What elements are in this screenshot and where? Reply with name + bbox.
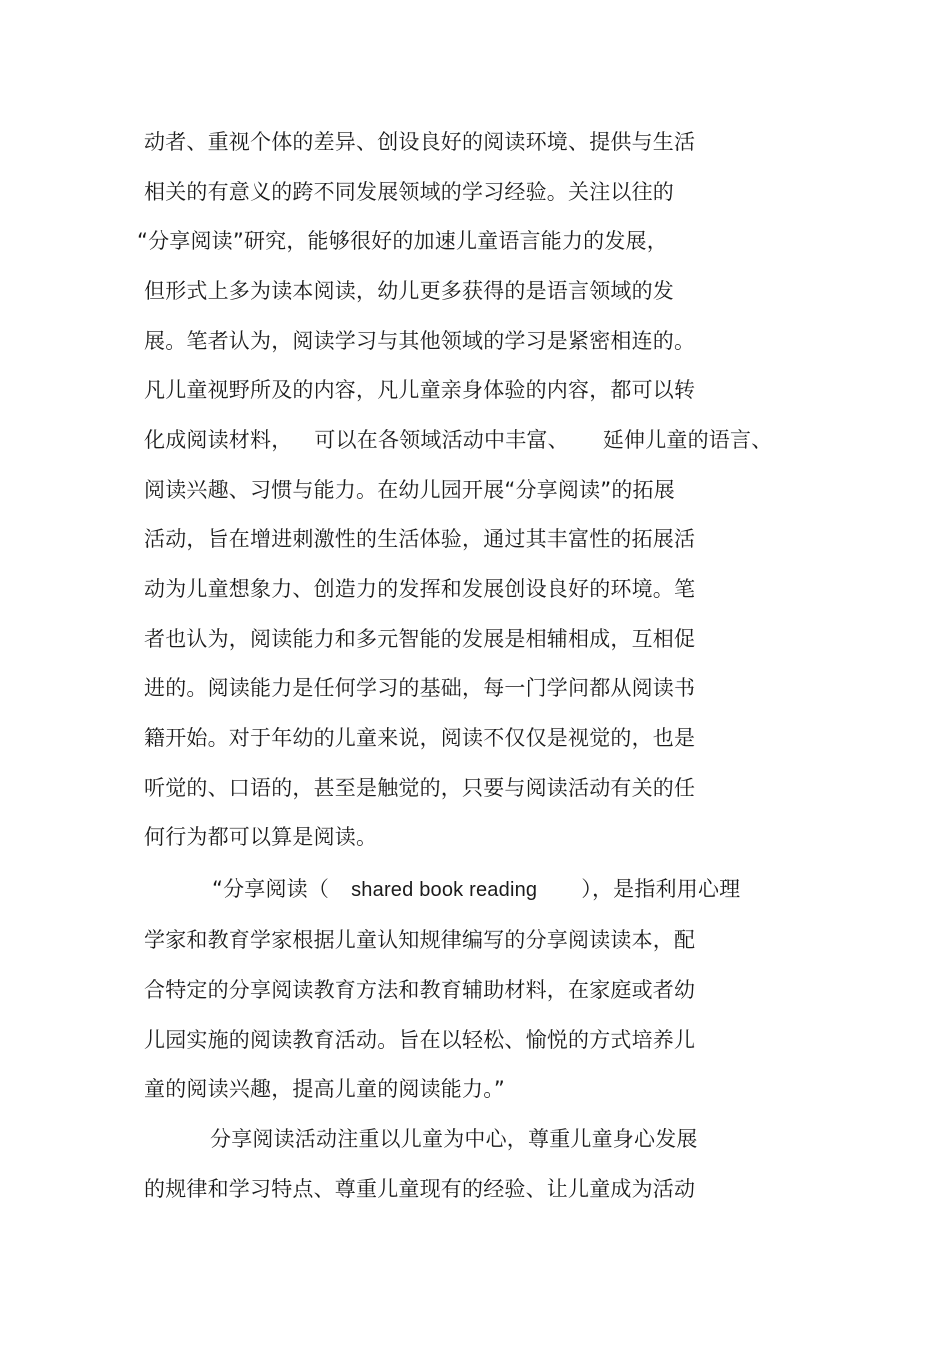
para3-line-1: 分享阅读活动注重以儿童为中心，尊重儿童身心发展 xyxy=(210,1127,698,1151)
text-line-7-part3: 延伸儿童的语言、 xyxy=(602,428,773,452)
text-line-6: 凡儿童视野所及的内容，凡儿童亲身体验的内容，都可以转 xyxy=(144,378,696,402)
para3-line-2: 的规律和学习特点、尊重儿童现有的经验、让儿童成为活动 xyxy=(144,1177,696,1201)
quote-line-2: 学家和教育学家根据儿童认知规律编写的分享阅读读本，配 xyxy=(144,928,696,952)
text-line-13: 籍开始。对于年幼的儿童来说，阅读不仅仅是视觉的，也是 xyxy=(144,726,696,750)
text-line-14: 听觉的、口语的，甚至是触觉的，只要与阅读活动有关的任 xyxy=(144,776,696,800)
quote-first-line xyxy=(212,874,740,904)
quote-english-term: shared book reading xyxy=(351,879,538,901)
text-line-7-part1: 化成阅读材料， xyxy=(144,428,293,452)
text-line-12: 进的。阅读能力是任何学习的基础，每一门学问都从阅读书 xyxy=(144,676,696,700)
quote-open: “分享阅读（ xyxy=(212,877,330,901)
text-line-5: 展。笔者认为，阅读学习与其他领域的学习是紧密相连的。 xyxy=(144,329,696,353)
text-line-2: 相关的有意义的跨不同发展领域的学习经验。关注以往的 xyxy=(144,180,674,204)
quote-line-3: 合特定的分享阅读教育方法和教育辅助材料，在家庭或者幼 xyxy=(144,978,696,1002)
text-line-4: 但形式上多为读本阅读，幼儿更多获得的是语言领域的发 xyxy=(144,279,674,303)
text-line-7 xyxy=(144,425,772,455)
quote-line-5: 童的阅读兴趣，提高儿童的阅读能力。” xyxy=(144,1077,505,1101)
text-line-15: 何行为都可以算是阅读。 xyxy=(144,825,378,849)
text-line-7-part2: 可以在各领域活动中丰富、 xyxy=(314,428,569,452)
text-line-9: 活动，旨在增进刺激性的生活体验，通过其丰富性的拓展活 xyxy=(144,527,696,551)
text-line-11: 者也认为，阅读能力和多元智能的发展是相辅相成，互相促 xyxy=(144,627,696,651)
text-line-10: 动为儿童想象力、创造力的发挥和发展创设良好的环境。笔 xyxy=(144,577,696,601)
text-line-3: “分享阅读”研究，能够很好的加速儿童语言能力的发展， xyxy=(137,229,668,253)
text-line-1: 动者、重视个体的差异、创设良好的阅读环境、提供与生活 xyxy=(144,130,696,154)
quote-line-4: 儿园实施的阅读教育活动。旨在以轻松、愉悦的方式培养儿 xyxy=(144,1028,696,1052)
quote-close: ），是指利用心理 xyxy=(581,877,741,901)
text-line-8: 阅读兴趣、习惯与能力。在幼儿园开展“分享阅读”的拓展 xyxy=(144,478,675,502)
